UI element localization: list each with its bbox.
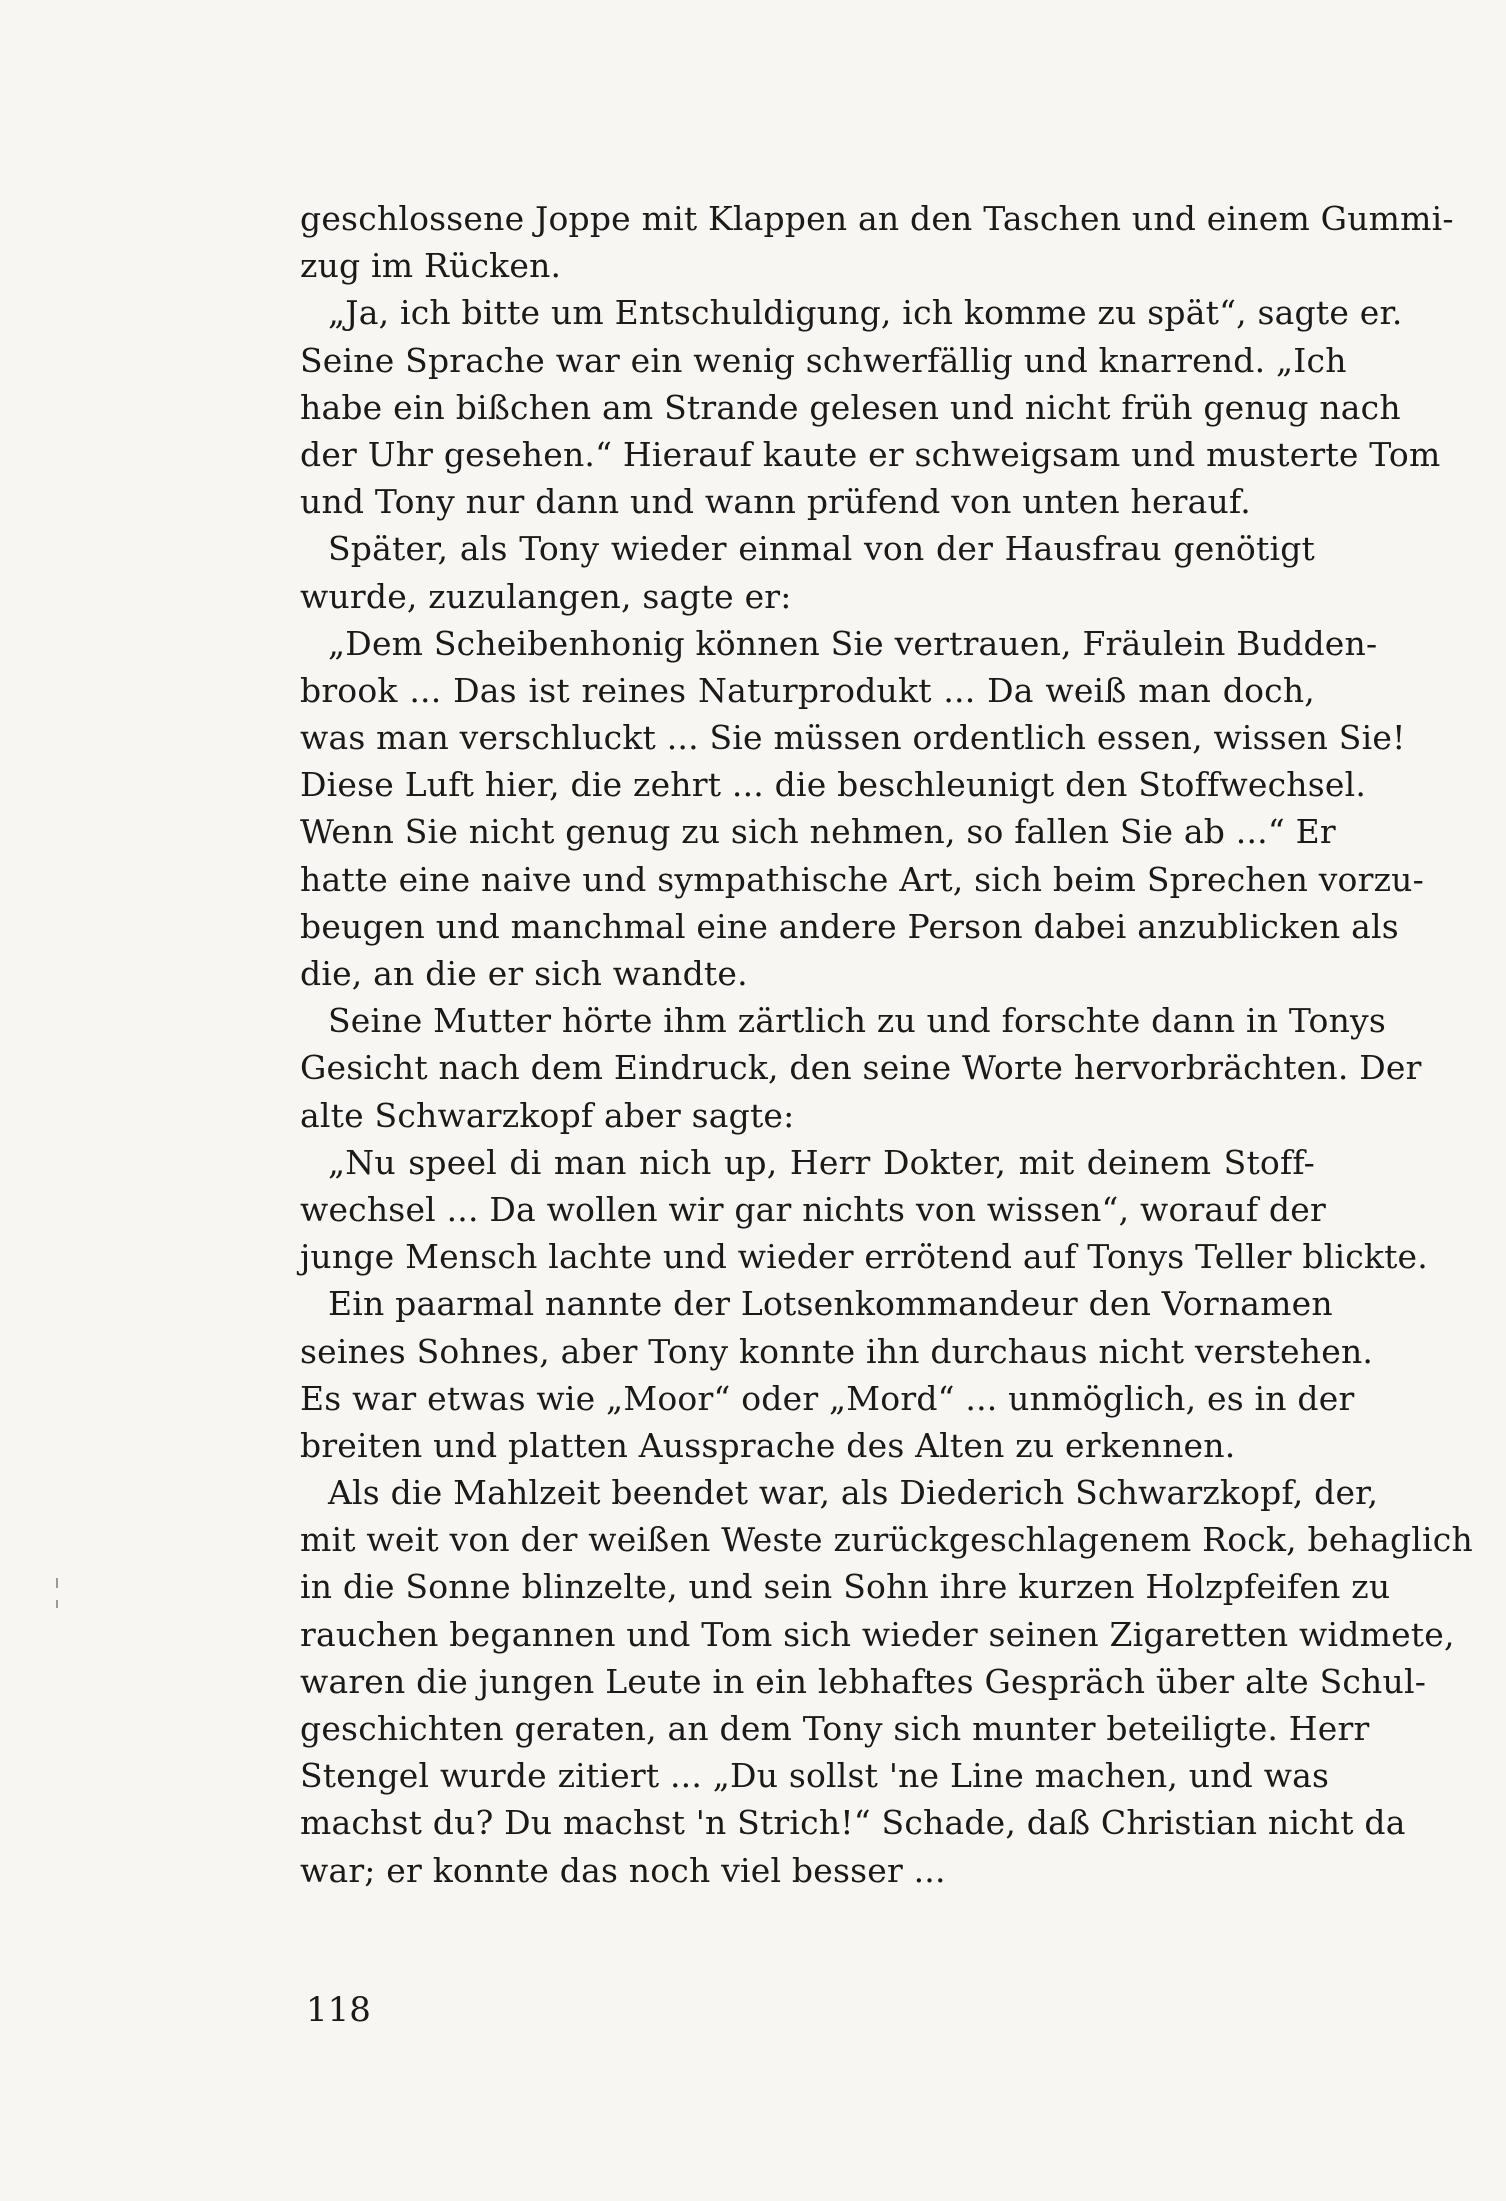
text-line: wurde, zuzulangen, sagte er:	[300, 576, 792, 616]
text-line: seines Sohnes, aber Tony konnte ihn durchaus nicht verstehen.	[300, 1331, 1374, 1371]
text-line: Gesicht nach dem Eindruck, den seine Worte hervorbrächten. Der	[300, 1048, 1422, 1088]
page-number: 118	[306, 1990, 371, 2030]
text-line: geschlossene Joppe mit Klappen an den Taschen und einem Gummi-	[300, 199, 1454, 238]
text-line: mit weit von der weißen Weste zurückgeschlagenem Rock, behaglich	[300, 1520, 1473, 1560]
body-text	[300, 195, 1473, 1894]
text-line: beugen und manchmal eine andere Person dabei anzublicken als	[300, 906, 1399, 946]
text-line: rauchen begannen und Tom sich wieder seinen Zigaretten widmete,	[300, 1614, 1455, 1654]
text-line: Stengel wurde zitiert ... „Du sollst 'ne Line machen, und was	[300, 1756, 1330, 1796]
text-line: zug im Rücken.	[300, 246, 562, 286]
text-line: breiten und platten Aussprache des Alten zu erkennen.	[300, 1425, 1236, 1465]
text-line: der Uhr gesehen.“ Hierauf kaute er schweigsam und musterte Tom	[300, 434, 1441, 474]
text-line: „Nu speel di man nich up, Herr Dokter, mit deinem Stoff-	[328, 1142, 1315, 1182]
text-line: war; er konnte das noch viel besser ...	[300, 1850, 946, 1890]
margin-speck	[56, 1600, 58, 1608]
text-line: hatte eine naive und sympathische Art, sich beim Sprechen vorzu-	[300, 859, 1424, 899]
text-line: habe ein bißchen am Strande gelesen und nicht früh genug nach	[300, 387, 1401, 427]
text-line: Seine Mutter hörte ihm zärtlich zu und forschte dann in Tonys	[328, 1001, 1387, 1041]
text-line: und Tony nur dann und wann prüfend von unten herauf.	[300, 482, 1251, 522]
text-line: Wenn Sie nicht genug zu sich nehmen, so fallen Sie ab ...“ Er	[300, 812, 1336, 852]
text-line: was man verschluckt ... Sie müssen ordentlich essen, wissen Sie!	[300, 718, 1406, 758]
text-line: waren die jungen Leute in ein lebhaftes Gespräch über alte Schul-	[300, 1661, 1427, 1701]
text-line: wechsel ... Da wollen wir gar nichts von wissen“, worauf der	[300, 1189, 1326, 1229]
margin-speck	[56, 1578, 58, 1588]
text-line: Als die Mahlzeit beendet war, als Diederich Schwarzkopf, der,	[328, 1473, 1379, 1513]
text-line: Später, als Tony wieder einmal von der Hausfrau genötigt	[328, 529, 1315, 569]
text-line: Diese Luft hier, die zehrt ... die beschleunigt den Stoffwechsel.	[300, 765, 1367, 805]
text-line: junge Mensch lachte und wieder errötend auf Tonys Teller blickte.	[300, 1237, 1428, 1277]
text-line: geschichten geraten, an dem Tony sich munter beteiligte. Herr	[300, 1709, 1370, 1748]
text-line: die, an die er sich wandte.	[300, 954, 748, 993]
text-line: brook ... Das ist reines Naturprodukt ... Da weiß man doch,	[300, 670, 1315, 710]
text-line: alte Schwarzkopf aber sagte:	[300, 1095, 795, 1135]
text-line: Seine Sprache war ein wenig schwerfällig und knarrend. „Ich	[300, 340, 1347, 380]
text-line: Es war etwas wie „Moor“ oder „Mord“ ... unmöglich, es in der	[300, 1378, 1355, 1418]
text-line: „Ja, ich bitte um Entschuldigung, ich komme zu spät“, sagte er.	[328, 293, 1403, 333]
text-line: in die Sonne blinzelte, und sein Sohn ihre kurzen Holzpfeifen zu	[300, 1567, 1391, 1607]
text-line: machst du? Du machst 'n Strich!“ Schade, daß Christian nicht da	[300, 1803, 1406, 1843]
text-line: Ein paarmal nannte der Lotsenkommandeur den Vornamen	[328, 1284, 1333, 1324]
text-line: „Dem Scheibenhonig können Sie vertrauen, Fräulein Budden-	[328, 623, 1378, 663]
